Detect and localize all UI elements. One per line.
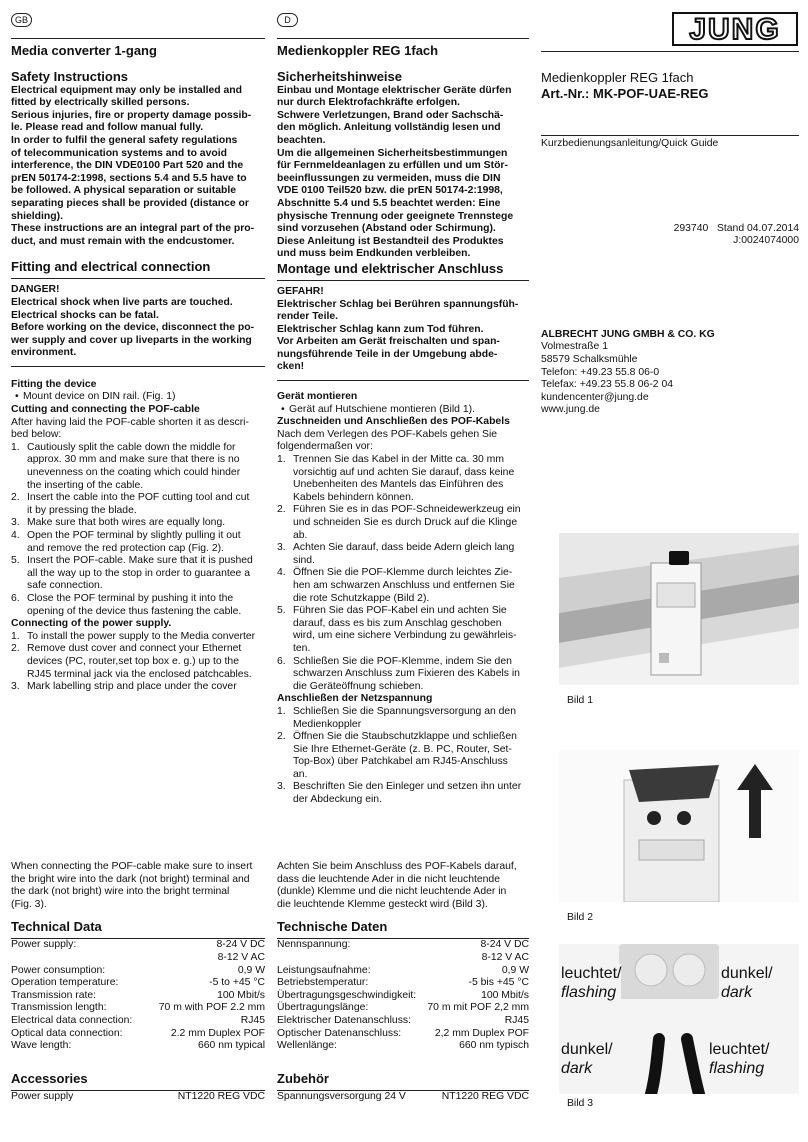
language-badge-d: D — [277, 13, 298, 27]
figure-3-label-bottom-left: dunkel/ dark — [561, 1041, 613, 1077]
figure-3-caption: Bild 3 — [567, 1098, 593, 1109]
table-row: Transmission length: 70 m with POF 2.2 mm — [11, 1002, 265, 1014]
de-pof-note: Achten Sie beim Anschluss des POF-Kabels darauf, dass die leuchtende Ader in die nicht leuchtende (dunkle) Klemme und die nicht leuchtende Ader in die leuchtende Klemme gesteckt wird (Bild 3). — [277, 861, 517, 910]
side-doc-info: 293740 Stand 04.07.2014 — [673, 222, 799, 234]
figure-1-din-rail-device — [559, 533, 799, 685]
en-bottom — [11, 861, 265, 1103]
en-tech-table — [11, 939, 265, 1052]
de-fit-device-heading: Gerät montieren — [277, 391, 358, 403]
table-row: Electrical data connection: RJ45 — [11, 1014, 265, 1026]
en-column — [11, 13, 265, 694]
table-row: Betriebstemperatur: -5 bis +45 °C — [277, 977, 529, 989]
de-column — [277, 13, 529, 807]
table-row: Nennspannung: 8-24 V DC — [277, 939, 529, 951]
figure-3-label-bottom-right: leuchtet/ flashing — [709, 1041, 770, 1077]
side-product-name: Medienkoppler REG 1fach — [541, 70, 694, 85]
de-danger-block: GEFAHR! Elektrischer Schlag bei Berühren spannungsfüh- render Teile. Elektrischer Schlag kann zum Tod führen. Vor Arbeiten am Gerät freischalten und span- nungsführende Teile in der Umgebung abde- cken! — [277, 285, 519, 373]
de-bottom — [277, 861, 529, 1103]
en-safety-text: Electrical equipment may only be installed and fitted by electrically skilled persons. Serious injuries, fire or property damage possib- le. Please read and follow manual fully. In order to fulfil the general safety regulations of telecommunication systems and to avoid interference, the DIN VDE0100 Part 520 and the prEN 50174-2:1998, sections 5.4 and 5.5 have to be followed. A physical separation or suitable separating pieces shall be provided (distance or shielding). These instructions are an integral part of the pro- duct, and must remain with the endcustomer. — [11, 84, 255, 247]
de-accessories-table — [277, 1091, 529, 1104]
side-company: ALBRECHT JUNG GMBH & CO. KG — [541, 328, 715, 340]
language-badge-gb: GB — [11, 13, 32, 27]
en-accessories-heading: Accessories — [11, 1071, 265, 1091]
en-cut-intro: After having laid the POF-cable shorten it as descri- — [11, 416, 249, 428]
en-accessories-table — [11, 1091, 265, 1104]
list-item: 3. Beschriften Sie den Einleger und setzen ihn unter der Abdeckung ein. — [277, 781, 522, 806]
list-item: 2. Insert the cable into the POF cutting tool and cut it by pressing the blade. — [11, 492, 250, 516]
en-title: Media converter 1-gang — [11, 42, 157, 58]
side-column — [541, 51, 799, 417]
table-row: Elektrischer Datenanschluss: RJ45 — [277, 1014, 529, 1026]
list-item: 1. Cautiously split the cable down the middle for approx. 30 mm and make sure that there is no unevenness on the coating which could hinder the inserting of the cable. — [11, 441, 241, 491]
list-item: 5. Insert the POF-cable. Make sure that it is pushed all the way up to the stop in order to guarantee a safe connection. — [11, 555, 253, 592]
list-item: 1. Schließen Sie die Spannungsversorgung an den Medienkoppler — [277, 705, 516, 730]
table-row: Transmission rate: 100 Mbit/s — [11, 989, 265, 1001]
en-power-heading: Connecting of the power supply. — [11, 618, 172, 630]
table-row: Power consumption: 0,9 W — [11, 964, 265, 976]
table-row: Operation temperature: -5 to +45 °C — [11, 977, 265, 989]
figure-2-caption: Bild 2 — [567, 912, 593, 923]
de-cut-intro: Nach dem Verlegen des POF-Kabels gehen Sie — [277, 428, 498, 440]
list-item: 2. Remove dust cover and connect your Ethernet devices (PC, router,set top box e. g.) up to the RJ45 terminal jack via the enclosed patchcables. — [11, 643, 252, 680]
en-fitting-heading: Fitting and electrical connection — [11, 259, 265, 279]
en-fit-device-item: • Mount device on DIN rail. (Fig. 1) — [11, 391, 265, 404]
en-power-steps — [11, 631, 265, 694]
table-row: 8-12 V AC — [481, 951, 529, 963]
figure-3-label-top-left: leuchtet/ flashing — [561, 965, 622, 1001]
logo-text: JUNG — [689, 13, 781, 46]
table-row: Wave length: 660 nm typical — [11, 1040, 265, 1052]
list-item: 6. Schließen Sie die POF-Klemme, indem Sie den schwarzen Anschluss zum Fixieren des Kabels in die Geräteöffnung schieben. — [277, 655, 520, 692]
side-guide: Kurzbedienungsanleitung/Quick Guide — [541, 138, 719, 149]
side-article-number: Art.-Nr.: MK-POF-UAE-REG — [541, 86, 709, 101]
de-cut-intro: folgendermaßen vor: — [277, 441, 373, 453]
list-item: 1. To install the power supply to the Media converter — [11, 630, 256, 642]
de-fit-device-item: • Gerät auf Hutschiene montieren (Bild 1). — [277, 404, 529, 417]
de-title: Medienkoppler REG 1fach — [277, 42, 439, 58]
table-row: Power supply: 8-24 V DC — [11, 939, 265, 951]
de-tech-table — [277, 939, 529, 1052]
list-item: 4. Open the POF terminal by slightly pulling it out and remove the red protection cap (Fig. 2). — [11, 530, 241, 554]
table-row: Optical data connection: 2.2 mm Duplex POF — [11, 1027, 265, 1039]
de-power-steps — [277, 706, 529, 807]
de-fitting-heading: Montage und elektrischer Anschluss — [277, 261, 529, 281]
list-item: 2. Öffnen Sie die Staubschutzklappe und schließen Sie Ihre Ethernet-Geräte (z. B. PC, Router, Set- Top-Box) über Patchkabel am RJ45-Anschluss an. — [277, 731, 517, 780]
list-item: 2. Führen Sie es in das POF-Schneidewerkzeug ein und schneiden Sie es durch Druck auf die Klinge ab. — [277, 504, 521, 541]
de-accessories-heading: Zubehör — [277, 1071, 529, 1091]
side-address: Volmestraße 1 58579 Schalksmühle Telefon: +49.23 55.8 06-0 Telefax: +49.23 55.8 06-2 04 kundencenter@jung.de www.jung.de — [541, 341, 674, 416]
figure-3-pof-wiring — [559, 944, 799, 1094]
list-item: 6. Close the POF terminal by pushing it into the opening of the device thus fastening the cable. — [11, 592, 242, 617]
en-cut-heading: Cutting and connecting the POF-cable — [11, 404, 200, 416]
table-row: Optischer Datenanschluss: 2,2 mm Duplex POF — [277, 1027, 529, 1039]
en-pof-note: When connecting the POF-cable make sure to insert the bright wire into the dark (not bright) terminal and the dark (not bright) wire into the bright terminal (Fig. 3). — [11, 861, 253, 910]
de-cut-steps — [277, 454, 529, 693]
table-row: 8-12 V AC — [217, 951, 265, 963]
table-row: Übertragungslänge: 70 m mit POF 2,2 mm — [277, 1002, 529, 1014]
de-tech-heading: Technische Daten — [277, 919, 529, 939]
de-safety-text: Einbau und Montage elektrischer Geräte dürfen nur durch Elektrofachkräfte erfolgen. Schwere Verletzungen, Brand oder Sachschä- den möglich. Anleitung vollständig lesen und beachten. Um die allgemeinen Sicherheitsbestimmungen für Fernmeldeanlagen zu erfüllen und um Stör- beeinflussungen zu vermeiden, muss die DIN VDE 0100 Teil520 bzw. die prEN 50174-2:1998, Abschnitte 5.4 und 5.5 beachtet werden: Eine physische Trennung oder geeignete Trennstege sind vorzusehen (Abstand oder Schirmung). Diese Anleitung ist Bestandteil des Produktes und muss beim Endkunden verbleiben. — [277, 84, 514, 260]
en-cut-steps — [11, 442, 265, 618]
table-row: Spannungsversorgung 24 V NT1220 REG VDC — [277, 1090, 529, 1102]
figure-2-dust-cover — [559, 750, 799, 902]
table-row: Übertragungsgeschwindigkeit: 100 Mbit/s — [277, 989, 529, 1001]
en-cut-intro: bed below: — [11, 429, 62, 441]
en-safety-heading: Safety Instructions — [11, 68, 129, 84]
table-row: Power supply NT1220 REG VDC — [11, 1090, 265, 1102]
en-tech-heading: Technical Data — [11, 919, 265, 939]
list-item: 4. Öffnen Sie die POF-Klemme durch leichtes Zie- hen am schwarzen Anschluss und entfernen Sie die rote Schutzkappe (Bild 2). — [277, 567, 515, 604]
figure-3-label-top-right: dunkel/ dark — [721, 965, 773, 1001]
list-item: 3. Mark labelling strip and place under the cover — [11, 681, 237, 693]
list-item: 5. Führen Sie das POF-Kabel ein und achten Sie darauf, dass es bis zum Anschlag geschoben wird, um eine sichere Verbindung zu gewährleis- ten. — [277, 605, 517, 654]
en-danger-block: DANGER! Electrical shock when live parts are touched. Electrical shocks can be fatal. Before working on the device, disconnect the po- wer supply and cover up liveparts in the working environment. — [11, 284, 255, 359]
table-row: Leistungsaufnahme: 0,9 W — [277, 964, 529, 976]
jung-logo — [672, 12, 798, 46]
de-power-heading: Anschließen der Netzspannung — [277, 693, 433, 705]
table-row: Wellenlänge: 660 nm typisch — [277, 1040, 529, 1052]
figure-1-caption: Bild 1 — [567, 695, 593, 706]
side-j-number: J:0024074000 — [733, 235, 799, 247]
list-item: 1. Trennen Sie das Kabel in der Mitte ca. 30 mm vorsichtig auf und achten Sie darauf, dass keine Unebenheiten des Mantels das Einführen des Kabels behindern können. — [277, 454, 515, 503]
en-fit-device-heading: Fitting the device — [11, 378, 97, 390]
list-item: 3. Make sure that both wires are equally long. — [11, 517, 226, 529]
list-item: 3. Achten Sie darauf, dass beide Adern gleich lang sind. — [277, 542, 515, 566]
de-cut-heading: Zuschneiden und Anschließen des POF-Kabels — [277, 416, 510, 428]
de-safety-heading: Sicherheitshinweise — [277, 68, 402, 84]
